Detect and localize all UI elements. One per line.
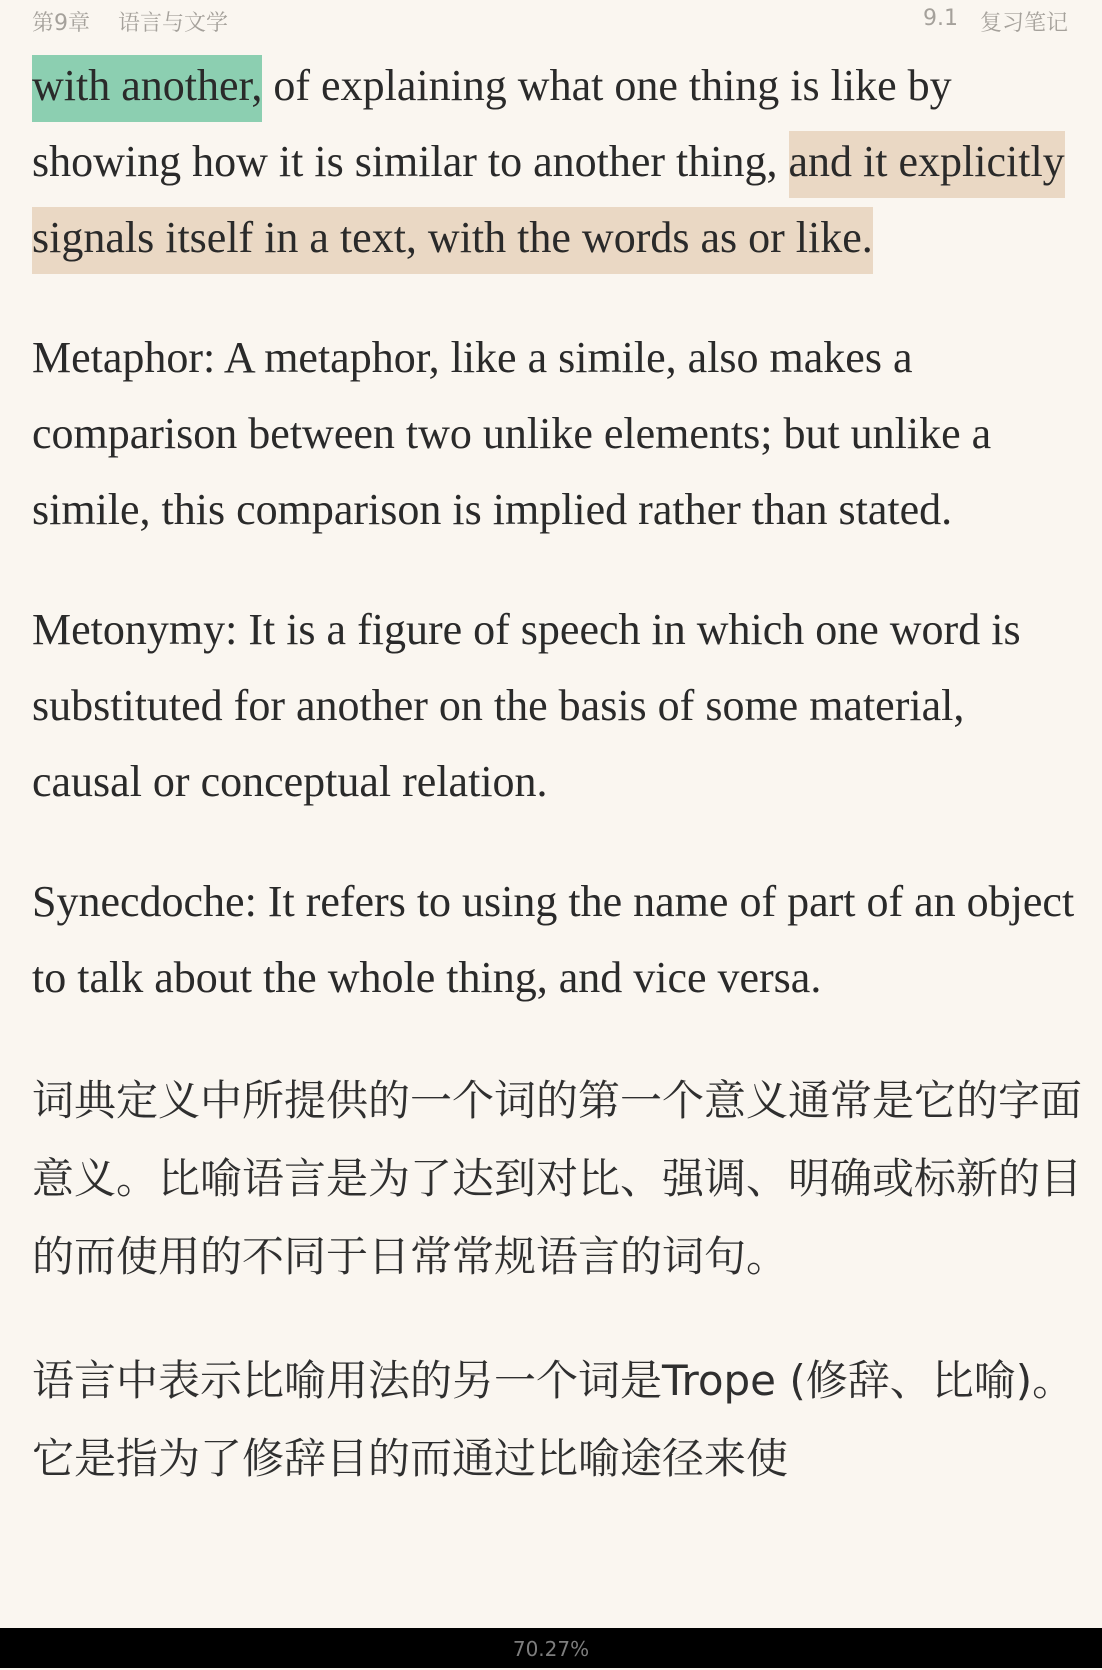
paragraph-text: of explaining what one thing is like by showing how it is similar to another thing, xyxy=(32,61,952,186)
paragraph-synecdoche[interactable]: Synecdoche: It refers to using the name of part of an object to talk about the whole thing, and vice versa. xyxy=(32,877,1075,1002)
reader-header xyxy=(0,0,1102,42)
chapter-label: 第9章 xyxy=(32,11,90,36)
progress-percentage: 70.27% xyxy=(512,1637,590,1661)
paragraph-literal-meaning[interactable]: 词典定义中所提供的一个词的第一个意义通常是它的字面意义。比喻语言是为了达到对比、强调、明确或标新的目的而使用的不同于日常常规语言的词句。 xyxy=(32,1076,1083,1281)
paragraph-metonymy[interactable]: Metonymy: It is a figure of speech in which one word is substituted for another on the basis of some material, causal or conceptual relation. xyxy=(32,605,1021,806)
section-title: 复习笔记 xyxy=(979,11,1068,36)
paragraph-simile-end[interactable] xyxy=(32,48,1082,276)
highlight-green[interactable]: with another, xyxy=(32,55,262,122)
progress-bar xyxy=(0,1628,1102,1668)
section-number: 9.1 xyxy=(922,6,958,31)
paragraph-trope[interactable]: 语言中表示比喻用法的另一个词是Trope (修辞、比喻)。它是指为了修辞目的而通过比喻途径来使 xyxy=(32,1356,1075,1483)
section-info xyxy=(923,6,1068,37)
reader-content[interactable] xyxy=(32,48,1082,1498)
chapter-info xyxy=(32,6,228,37)
highlight-beige[interactable]: and it explicitly signals itself in a text, with the words as or like. xyxy=(32,131,1065,274)
chapter-title: 语言与文学 xyxy=(118,11,229,36)
paragraph-metaphor[interactable]: Metaphor: A metaphor, like a simile, also makes a comparison between two unlike elements; but unlike a simile, this comparison is implied rather than stated. xyxy=(32,333,992,534)
